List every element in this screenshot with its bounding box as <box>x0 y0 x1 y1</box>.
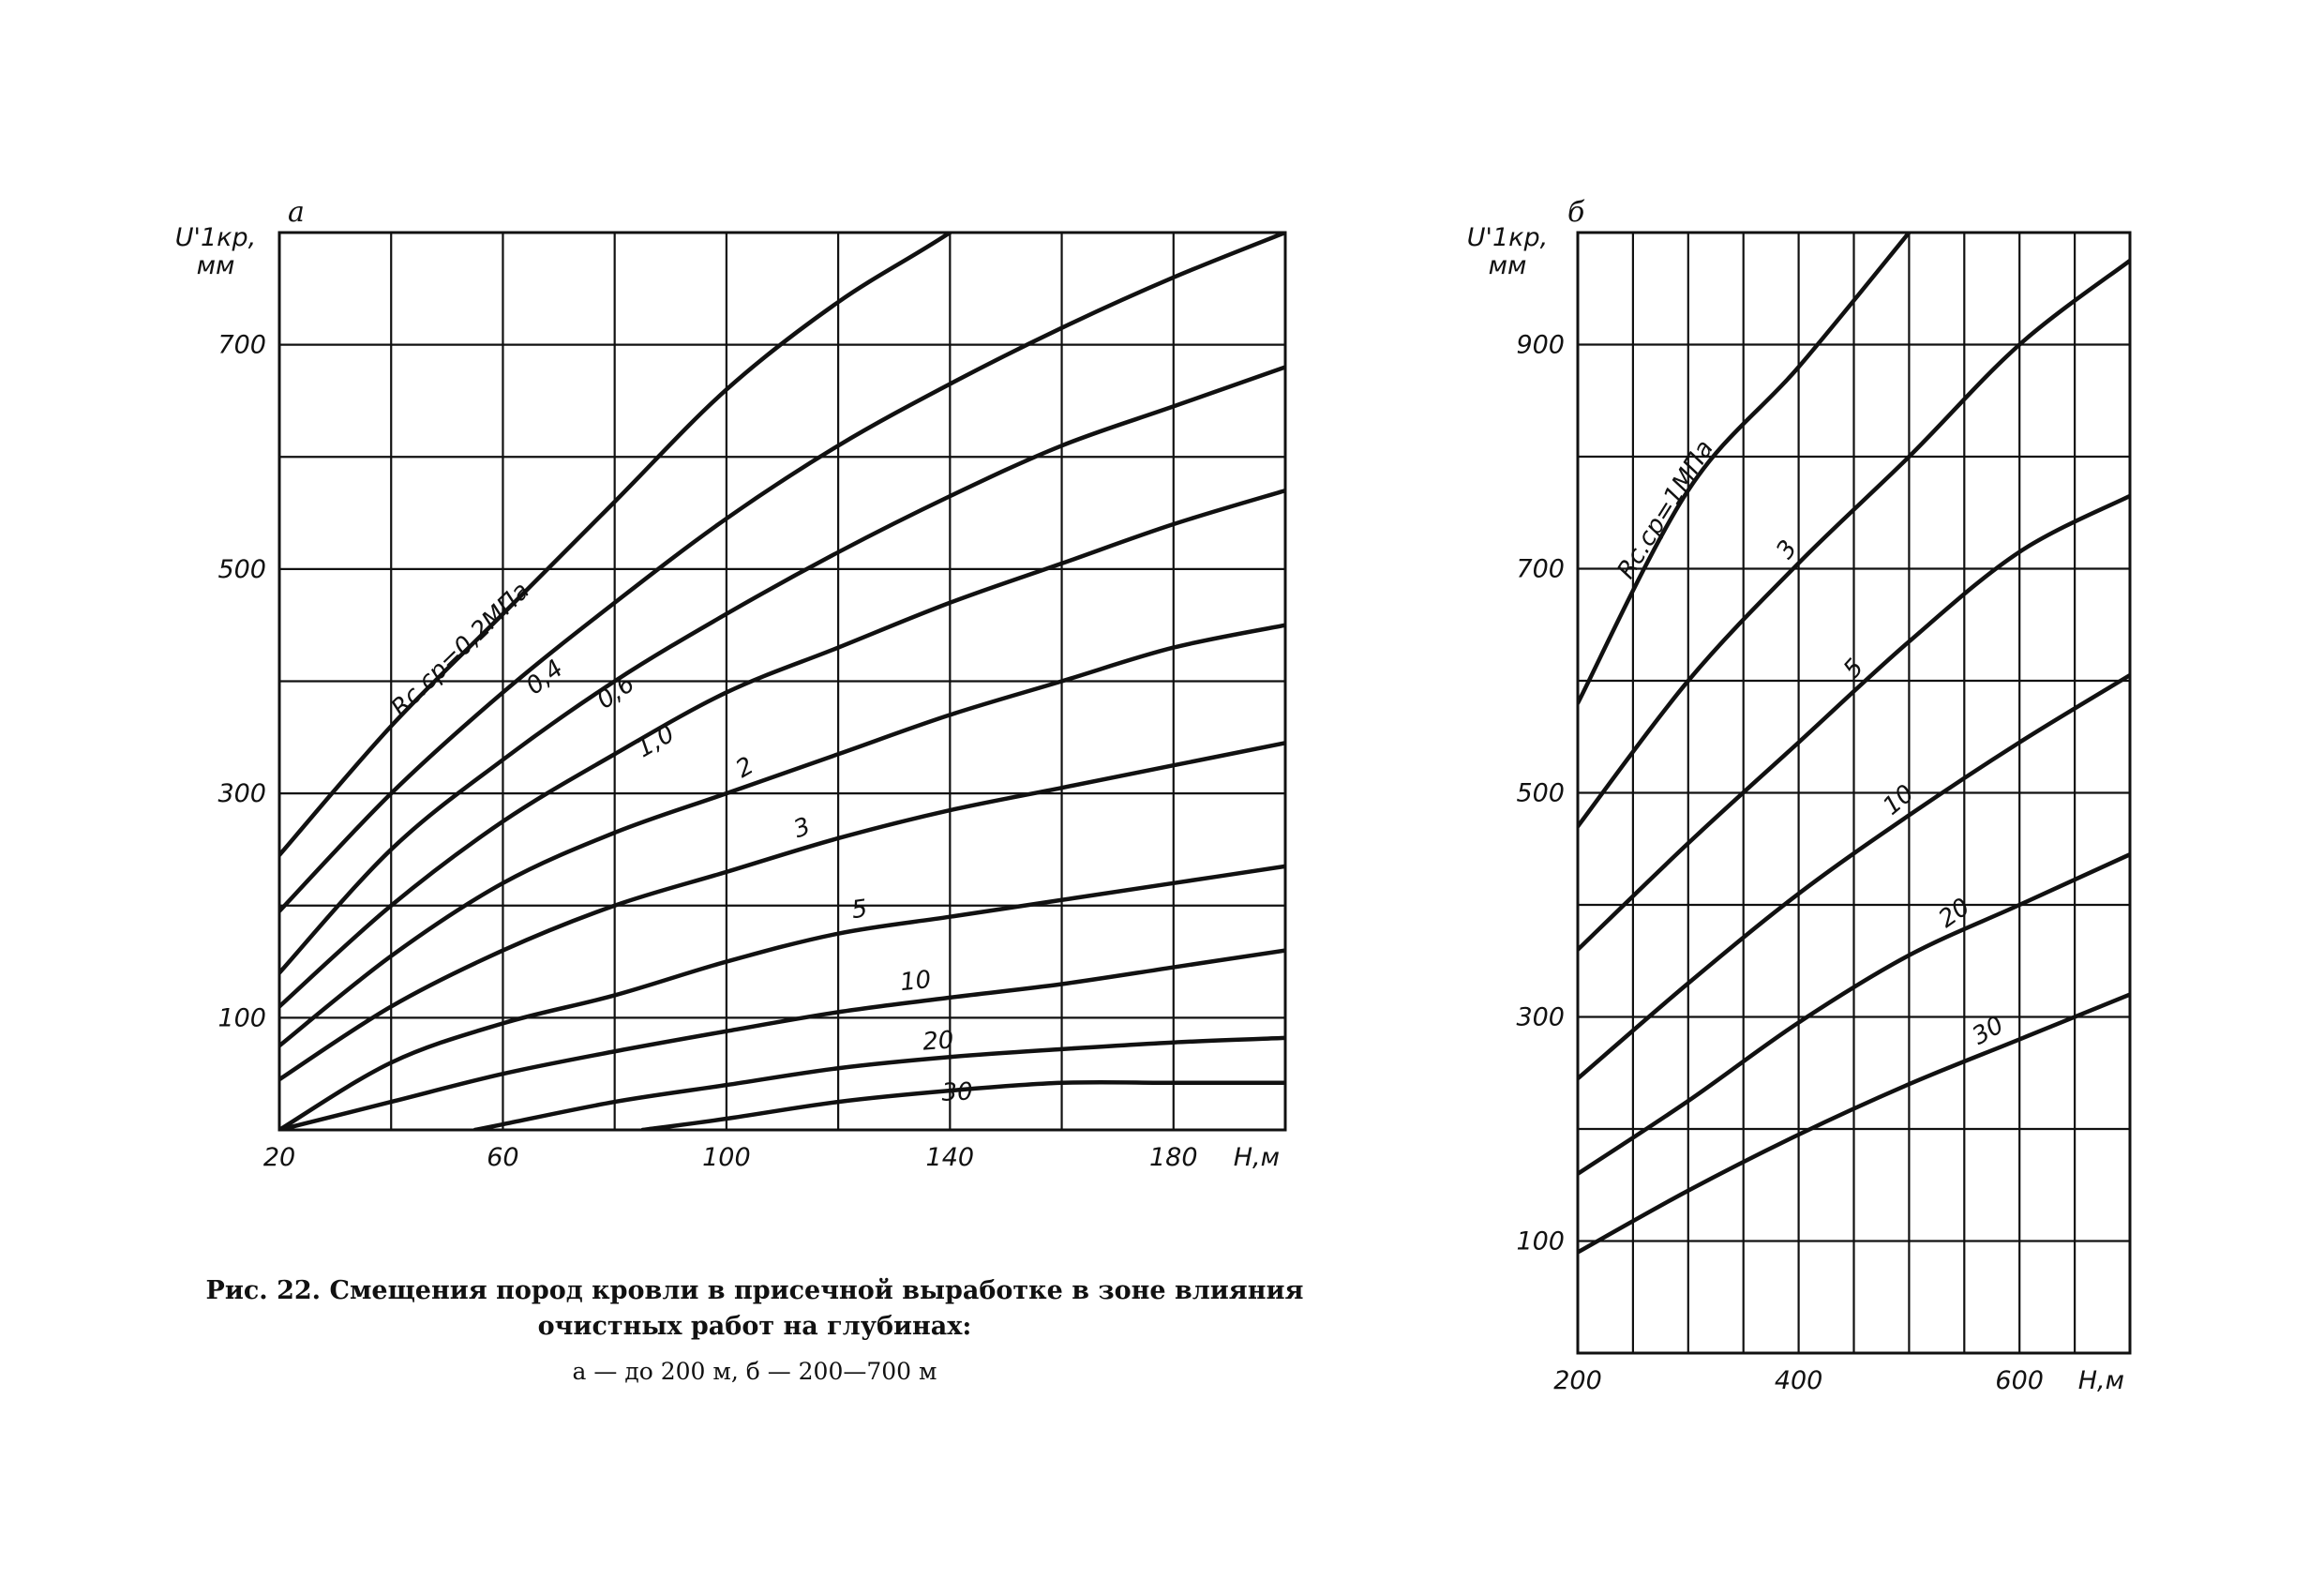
y-tick-label: 700 <box>1516 554 1565 584</box>
y-tick-label: 100 <box>1516 1226 1565 1256</box>
series-line-0 <box>279 8 1285 855</box>
y-tick-label: 500 <box>1516 778 1565 808</box>
series-label: 0,4 <box>520 655 569 701</box>
series-label: 0,6 <box>592 670 640 715</box>
series-label: 30 <box>940 1077 974 1107</box>
caption-subtitle: а — до 200 м, б — 200—700 м <box>572 1358 937 1385</box>
series-label: 1,0 <box>631 719 680 764</box>
series-label: 5 <box>1837 654 1870 685</box>
chart-panel-b <box>1467 196 2130 1395</box>
caption-title-line2: очистных работ на глубинах: <box>537 1312 972 1341</box>
series-label: 3 <box>789 812 815 845</box>
series-label: 5 <box>849 895 870 925</box>
series-label: Rс.ср=1МПа <box>1612 435 1719 584</box>
panel-letter: б <box>1567 196 1585 229</box>
y-tick-label: 100 <box>217 1003 266 1033</box>
y-axis-label-line: U'1кр, <box>174 223 257 252</box>
y-tick-label: 700 <box>217 330 266 360</box>
x-tick-label: 100 <box>702 1143 751 1172</box>
series-label: 2 <box>731 751 759 784</box>
series-label: 30 <box>1967 1011 2009 1051</box>
x-tick-label: 200 <box>1553 1366 1602 1395</box>
y-tick-label: 300 <box>1516 1002 1565 1032</box>
series-line-1 <box>279 233 1285 911</box>
y-tick-label: 300 <box>217 779 266 809</box>
y-tick-label: 500 <box>217 554 266 584</box>
x-tick-label: 60 <box>487 1143 519 1172</box>
x-tick-label: 140 <box>925 1143 975 1172</box>
x-tick-label: 180 <box>1149 1143 1198 1172</box>
x-tick-label: 600 <box>1995 1366 2044 1395</box>
series-label: 3 <box>1771 534 1804 564</box>
series-label: 20 <box>1933 893 1975 934</box>
series-label: 20 <box>922 1026 955 1057</box>
grid <box>1578 233 2130 1353</box>
y-tick-label: 900 <box>1516 330 1565 360</box>
y-axis-label-line: мм <box>1488 251 1527 280</box>
series-line-7 <box>279 951 1285 1130</box>
chart-panel-a <box>175 8 1285 1172</box>
x-tick-label: 400 <box>1774 1366 1823 1395</box>
x-axis-label: H,м <box>1233 1143 1280 1172</box>
figure-caption <box>192 1273 1317 1385</box>
y-axis-label-line: мм <box>196 251 235 280</box>
panel-letter: а <box>288 196 305 229</box>
series-label: 10 <box>898 965 933 998</box>
x-tick-label: 20 <box>262 1143 296 1172</box>
series-label: 10 <box>1878 779 1920 821</box>
series-label: Rс.ср=0,2МПа <box>385 577 535 723</box>
caption-title-line1: Рис. 22. Смещения пород кровли в присечной выработке в зоне влияния <box>205 1276 1304 1305</box>
x-axis-label: H,м <box>2077 1366 2124 1395</box>
y-axis-label-line: U'1кр, <box>1466 223 1549 252</box>
